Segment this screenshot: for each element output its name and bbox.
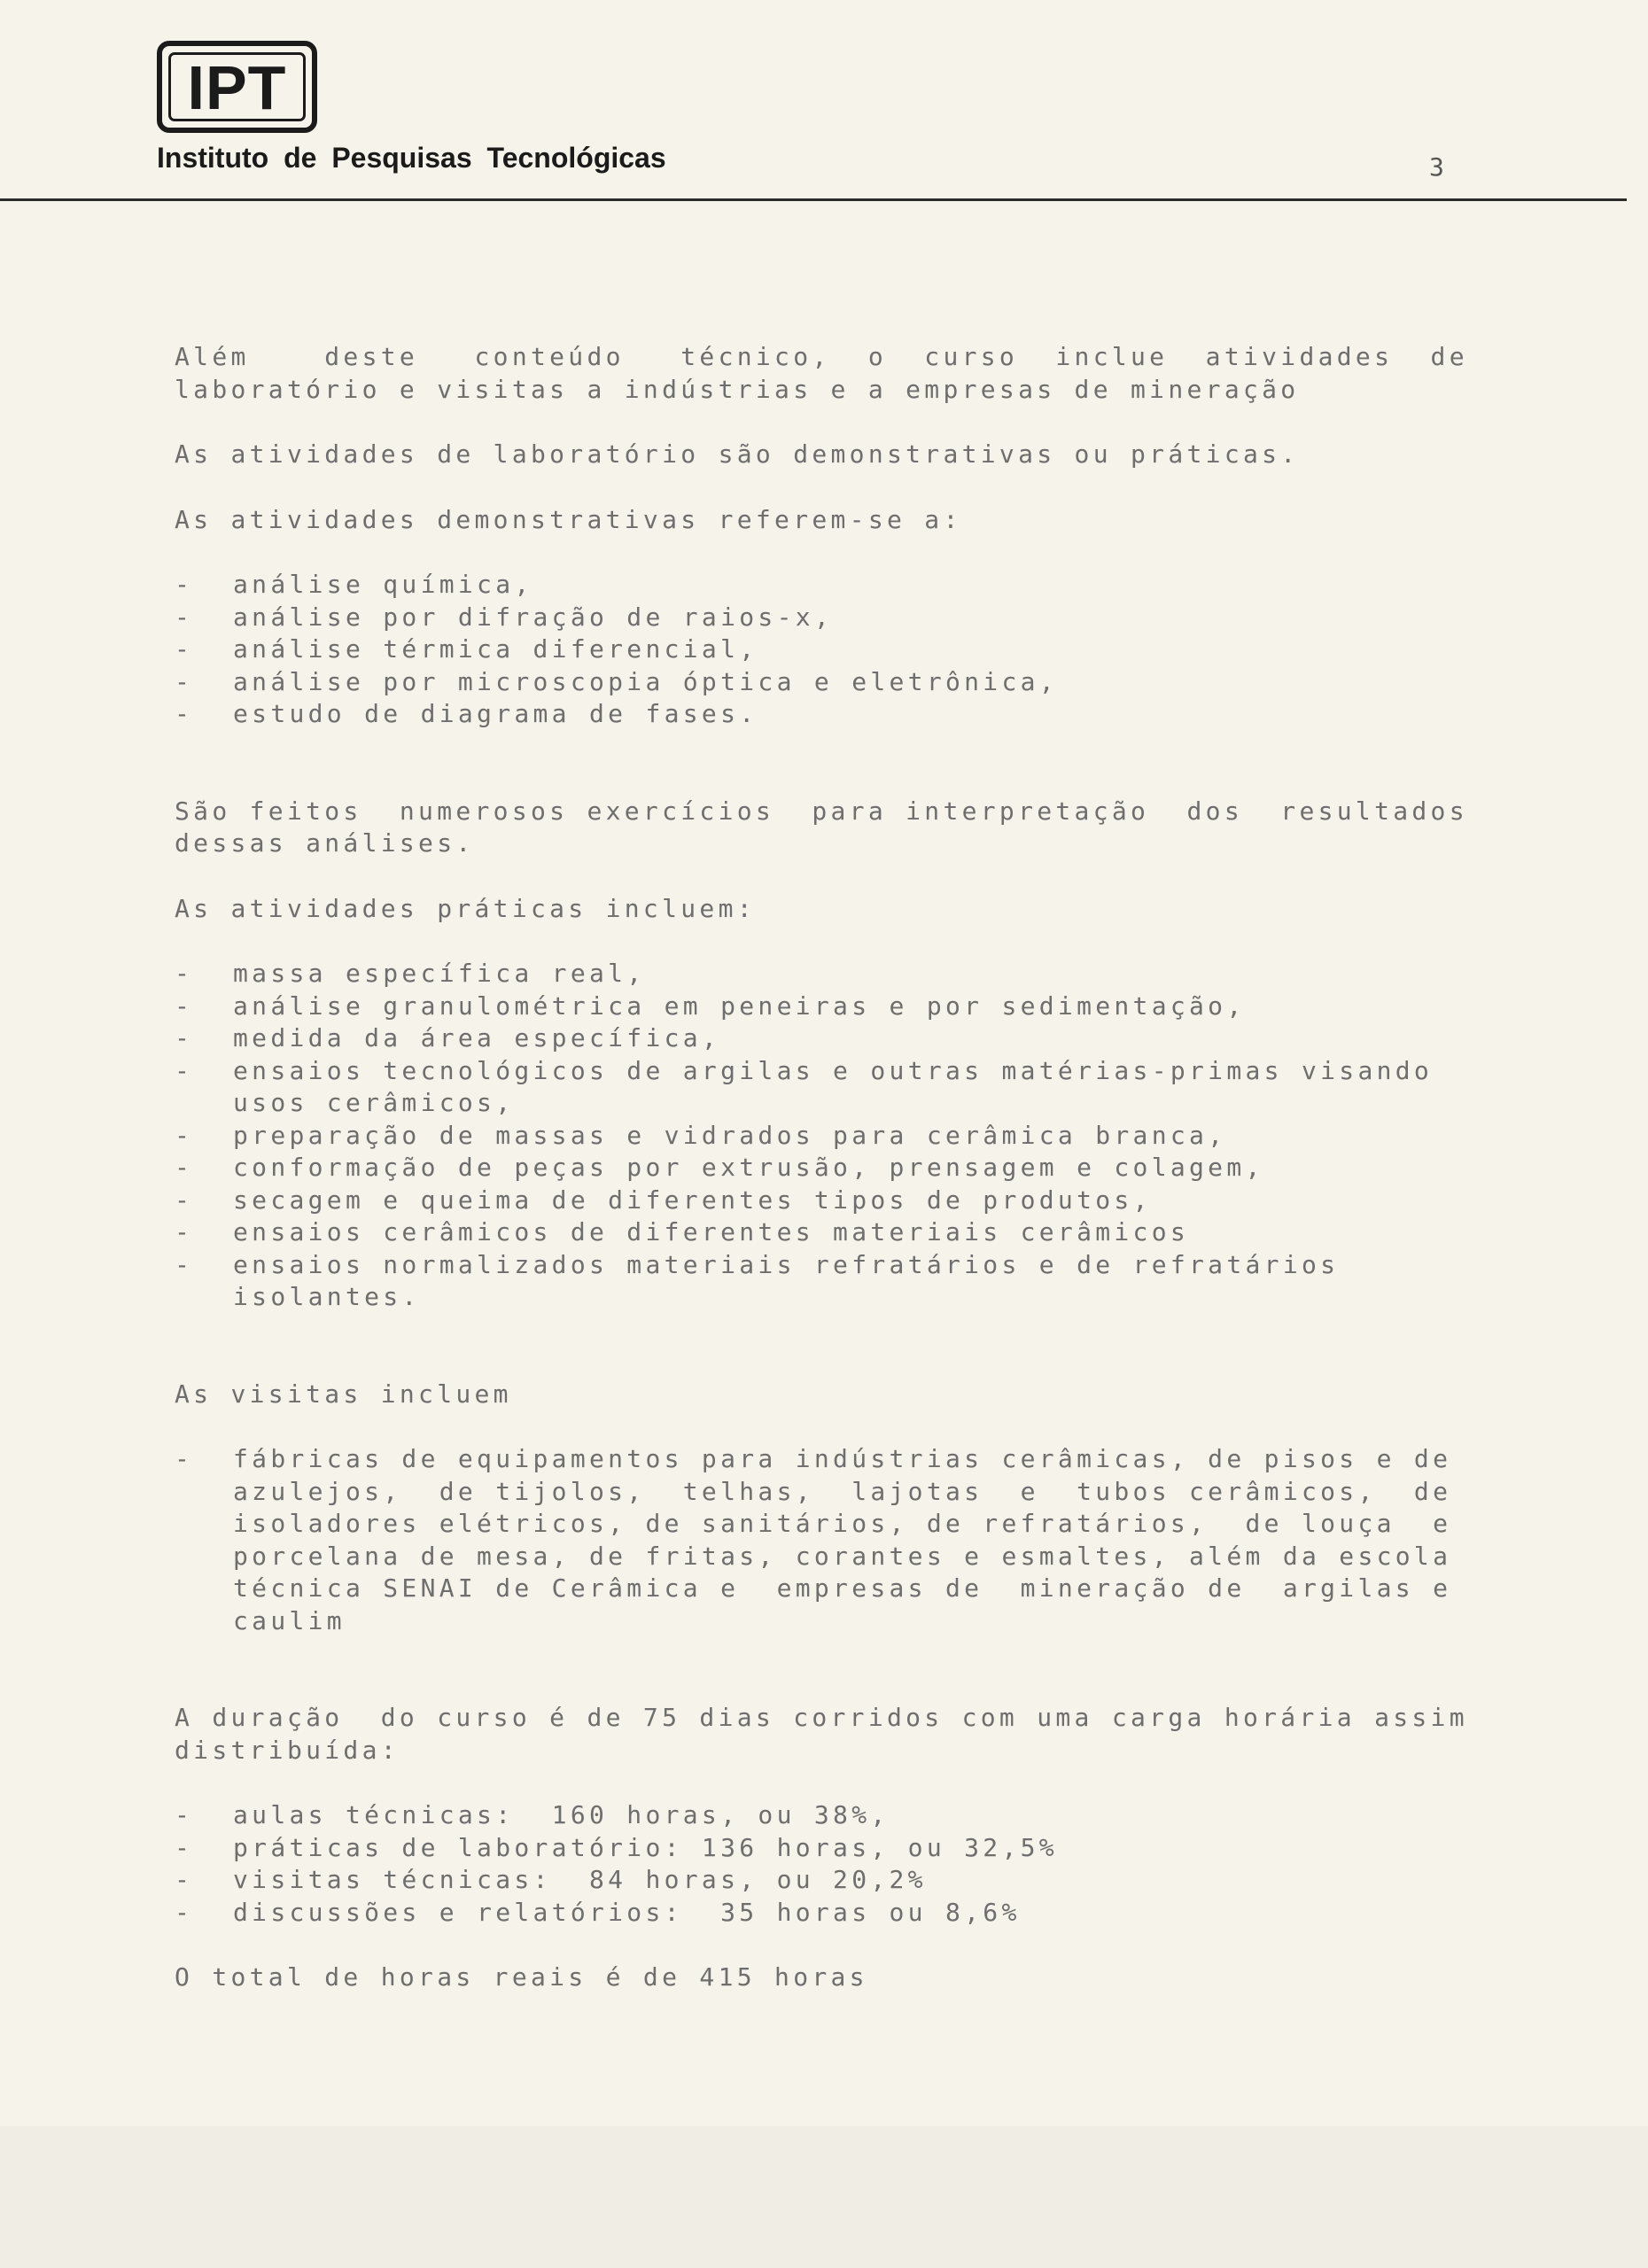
- paragraph-total-hours: O total de horas reais é de 415 horas: [175, 1962, 868, 1992]
- list-item-text-continued: porcelana de mesa, de fritas, corantes e esmaltes, além da escola: [233, 1541, 1452, 1571]
- list-item-text: massa específica real,: [233, 959, 646, 988]
- paragraph-exercises-line-2: dessas análises.: [175, 828, 475, 858]
- list-item-text: aulas técnicas: 160 horas, ou 38%,: [233, 1800, 890, 1829]
- list-item: [175, 1216, 1512, 1249]
- list-item: [175, 1864, 1512, 1897]
- list-item: [175, 1184, 1512, 1217]
- dash-marker: -: [175, 666, 194, 696]
- dash-marker: -: [175, 1444, 194, 1473]
- list-item-text: análise por microscopia óptica e eletrônica,: [233, 666, 1058, 696]
- dash-marker: -: [175, 1120, 194, 1150]
- paragraph-intro: [175, 341, 1512, 406]
- paragraph-duration-line-2: distribuída:: [175, 1735, 400, 1765]
- paragraph-duration-line-1: A duração do curso é de 75 dias corridos com uma carga horária assim: [175, 1703, 1468, 1732]
- list-item: [175, 1249, 1512, 1314]
- paragraph-intro-line-2: laboratório e visitas a indústrias e a empresas de mineração: [175, 374, 1300, 404]
- list-item-text: preparação de massas e vidrados para cerâmica branca,: [233, 1120, 1227, 1150]
- list-item: [175, 1443, 1512, 1637]
- paragraph-exercises: [175, 796, 1512, 860]
- list-item: [175, 666, 1512, 699]
- list-item: [175, 1152, 1512, 1184]
- paragraph-exercises-line-1: São feitos numerosos exercícios para interpretação dos resultados: [175, 796, 1468, 826]
- header-rule: [0, 198, 1627, 201]
- list-item-text: fábricas de equipamentos para indústrias cerâmicas, de pisos e de: [233, 1444, 1452, 1473]
- list-item-text: ensaios tecnológicos de argilas e outras matérias-primas visando: [233, 1055, 1434, 1085]
- dash-marker: -: [175, 1184, 194, 1215]
- list-item-text-continued: azulejos, de tijolos, telhas, lajotas e tubos cerâmicos, de: [233, 1476, 1452, 1506]
- list-item-text: estudo de diagrama de fases.: [233, 699, 758, 728]
- dash-marker: -: [175, 699, 194, 728]
- paragraph-lab-activities: As atividades de laboratório são demonstrativas ou práticas.: [175, 439, 1300, 469]
- list-item-text: discussões e relatórios: 35 horas ou 8,6%: [233, 1897, 1021, 1927]
- dash-marker: -: [175, 959, 194, 988]
- list-item-text: análise granulométrica em peneiras e por sedimentação,: [233, 990, 1246, 1021]
- list-item-text: secagem e queima de diferentes tipos de produtos,: [233, 1184, 1152, 1215]
- list-item: [175, 1055, 1512, 1120]
- dash-marker: -: [175, 1249, 194, 1279]
- list-item: [175, 1897, 1512, 1930]
- dash-marker: -: [175, 602, 194, 632]
- list-item: [175, 1799, 1512, 1832]
- list-item: [175, 698, 1512, 731]
- dash-marker: -: [175, 570, 194, 599]
- list-item: [175, 1120, 1512, 1153]
- list-item: [175, 602, 1512, 634]
- ipt-logo-inner-frame: [168, 52, 306, 121]
- dash-marker: -: [175, 990, 194, 1021]
- dash-marker: -: [175, 1055, 194, 1085]
- dash-marker: -: [175, 1832, 194, 1862]
- dash-marker: -: [175, 1865, 194, 1894]
- dash-marker: -: [175, 1800, 194, 1829]
- dash-marker: -: [175, 1217, 194, 1247]
- list-item-text: conformação de peças por extrusão, prensagem e colagem,: [233, 1153, 1264, 1182]
- list-item-text: análise química,: [233, 570, 533, 599]
- ipt-logo: [157, 41, 317, 133]
- list-item-text: ensaios cerâmicos de diferentes materiais cerâmicos: [233, 1217, 1190, 1247]
- list-item: [175, 633, 1512, 666]
- list-item-text: análise térmica diferencial,: [233, 634, 758, 664]
- list-hours-breakdown: [175, 1799, 1512, 1929]
- paragraph-practical: As atividades práticas incluem:: [175, 893, 756, 923]
- paragraph-intro-line-1: Além deste conteúdo técnico, o curso inclue atividades de: [175, 342, 1468, 371]
- ipt-logo-text: IPT: [187, 53, 287, 122]
- list-item-text-continued: usos cerâmicos,: [233, 1088, 515, 1117]
- paragraph-duration: [175, 1702, 1512, 1767]
- list-item-text-continued: isolantes.: [233, 1282, 421, 1311]
- paragraph-demonstrative: As atividades demonstrativas referem-se a:: [175, 504, 962, 534]
- list-item-text: ensaios normalizados materiais refratários e de refratários: [233, 1249, 1340, 1279]
- list-item-text: práticas de laboratório: 136 horas, ou 32,5%: [233, 1832, 1058, 1862]
- dash-marker: -: [175, 634, 194, 664]
- list-item: [175, 958, 1512, 990]
- document-body: [175, 341, 1512, 2027]
- list-demonstrative-activities: [175, 569, 1512, 731]
- page-number: 3: [1429, 152, 1444, 182]
- list-item-text: análise por difração de raios-x,: [233, 602, 834, 632]
- scan-bottom-edge: [0, 2126, 1648, 2268]
- list-item: [175, 1022, 1512, 1055]
- list-item: [175, 569, 1512, 602]
- list-item: [175, 990, 1512, 1023]
- list-visits: [175, 1443, 1512, 1637]
- list-item-text-continued: técnica SENAI de Cerâmica e empresas de mineração de argilas e: [233, 1573, 1452, 1603]
- list-item-text: medida da área específica,: [233, 1023, 721, 1052]
- dash-marker: -: [175, 1897, 194, 1927]
- list-item-text: visitas técnicas: 84 horas, ou 20,2%: [233, 1865, 927, 1894]
- dash-marker: -: [175, 1023, 194, 1052]
- paragraph-visits: As visitas incluem: [175, 1379, 512, 1409]
- list-item: [175, 1832, 1512, 1865]
- list-item-text-continued: caulim: [233, 1605, 346, 1635]
- list-item-text-continued: isoladores elétricos, de sanitários, de refratários, de louça e: [233, 1509, 1452, 1538]
- dash-marker: -: [175, 1153, 194, 1182]
- list-practical-activities: [175, 958, 1512, 1314]
- institution-name: Instituto de Pesquisas Tecnológicas: [157, 142, 666, 174]
